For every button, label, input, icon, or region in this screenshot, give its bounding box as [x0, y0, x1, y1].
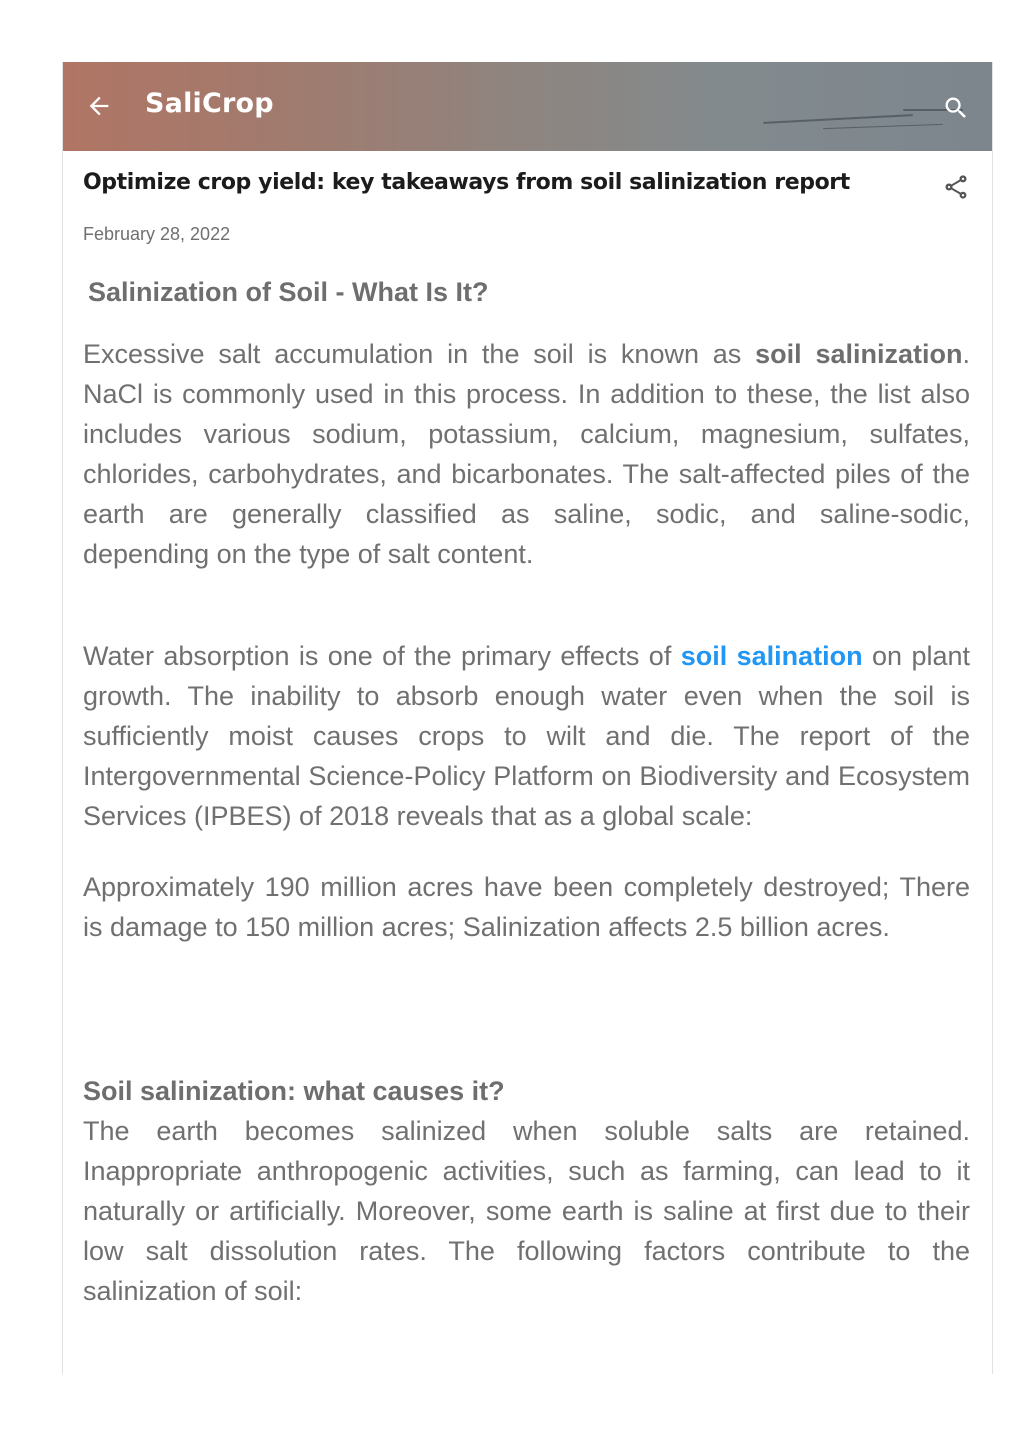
share-icon: [942, 172, 970, 202]
post-title: Optimize crop yield: key takeaways from soil salinization report: [83, 170, 850, 195]
bold-term: soil salinization: [755, 339, 963, 369]
paragraph-text: on plant growth. The inability to absorb enough water even when the soil is sufficiently moist causes crops to wilt and die. The report of the Intergovernmental Science-Policy Platform on Biodiversity and Ecosystem Services (IPBES) of 2018 reveals that as a global scale:: [83, 641, 970, 831]
share-button[interactable]: [942, 172, 970, 202]
back-button[interactable]: [85, 92, 113, 120]
paragraph: The earth becomes salinized when soluble salts are retained. Inappropriate anthropogenic activities, such as farming, can lead to it naturally or artificially. Moreover, some earth is saline at first due to their low salt dissolution rates. The following factors contribute to the salinization of soil:: [83, 1116, 970, 1306]
paragraph: Approximately 190 million acres have been completely destroyed; There is damage to 150 million acres; Salinization affects 2.5 billion acres.: [83, 872, 970, 942]
soil-salination-link[interactable]: soil salination: [680, 641, 863, 671]
post-body: [83, 272, 970, 1311]
paragraph: [83, 636, 970, 836]
search-button[interactable]: [942, 94, 970, 122]
paragraph-text: Excessive salt accumulation in the soil is known as: [83, 339, 756, 369]
brand-title[interactable]: SaliCrop: [145, 88, 274, 119]
arrow-left-icon: [85, 92, 113, 120]
paragraph: [83, 334, 970, 574]
post-card: [62, 62, 993, 1374]
subsection-heading: Soil salinization: what causes it?: [83, 1076, 505, 1106]
section-heading: Salinization of Soil - What Is It?: [88, 277, 489, 307]
app-header: [63, 62, 992, 151]
post-date: February 28, 2022: [83, 224, 231, 244]
header-decoration: [763, 114, 913, 124]
header-decoration: [823, 124, 943, 129]
search-icon: [942, 94, 970, 122]
paragraph-text: Water absorption is one of the primary effects of: [83, 641, 681, 671]
paragraph-text: . NaCl is commonly used in this process. In addition to these, the list also includes various sodium, potassium, calcium, magnesium, sulfates, chlorides, carbohydrates, and bicarbonates. The salt-affected piles of the earth are generally classified as saline, sodic, and saline-sodic, depending on the type of salt content.: [83, 339, 970, 569]
